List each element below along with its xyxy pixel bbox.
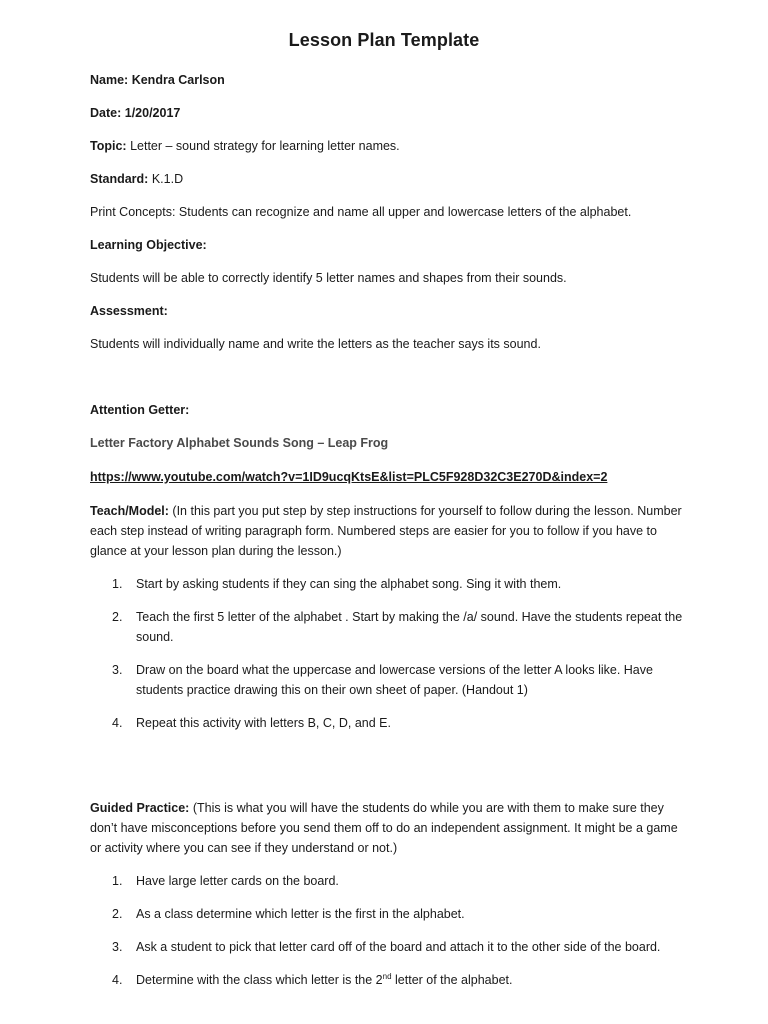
assessment-label: Assessment: [90, 304, 168, 318]
topic-line [90, 136, 690, 156]
ordinal-suffix: nd [382, 971, 392, 981]
guided-step-4 [112, 970, 692, 990]
step-number: 2. [112, 610, 123, 624]
guided-step-1 [112, 871, 692, 891]
song-title: Letter Factory Alphabet Sounds Song – Leap Frog [90, 436, 389, 450]
step-text: Repeat this activity with letters B, C, D, and E. [136, 716, 391, 730]
step-text: As a class determine which letter is the first in the alphabet. [136, 907, 465, 921]
teach-model-label: Teach/Model: [90, 504, 169, 518]
attention-getter-label: Attention Getter: [90, 403, 190, 417]
teach-model-text: (In this part you put step by step instructions for yourself to follow during the lesson. Number each step instead of writing paragraph form. Numbered steps are easier for you to follow if you have to glance at your lesson plan during the lesson.) [90, 504, 682, 558]
step-number: 1. [112, 577, 123, 591]
guided-step-3 [112, 937, 692, 957]
date-line [90, 103, 690, 123]
guided-practice-text: (This is what you will have the students do while you are with them to make sure they don’t have misconceptions before you send them off to do an independent assignment. It might be a game or activity where you can see if they understand or not.) [90, 801, 678, 855]
name-value: Kendra Carlson [131, 73, 225, 87]
guided-practice-paragraph [90, 798, 690, 858]
date-value: 1/20/2017 [124, 106, 181, 120]
name-label: Name: [90, 73, 129, 87]
step-number: 3. [112, 663, 123, 677]
page-title: Lesson Plan Template [288, 30, 480, 50]
guided-practice-label: Guided Practice: [90, 801, 190, 815]
name-line [90, 70, 690, 90]
topic-label: Topic: [90, 139, 127, 153]
step-number: 4. [112, 973, 123, 987]
step-text-pre: Determine with the class which letter is the 2 [136, 973, 383, 987]
step-text: Have large letter cards on the board. [136, 874, 339, 888]
step-text: Start by asking students if they can sing the alphabet song. Sing it with them. [136, 577, 562, 591]
teach-step-2 [112, 607, 692, 647]
standard-label: Standard: [90, 172, 149, 186]
step-number: 2. [112, 907, 123, 921]
teach-step-1 [112, 574, 692, 594]
step-text: Ask a student to pick that letter card off of the board and attach it to the other side of the board. [136, 940, 661, 954]
topic-value: Letter – sound strategy for learning letter names. [130, 139, 400, 153]
print-concepts-text: Print Concepts: Students can recognize and name all upper and lowercase letters of the alphabet. [90, 205, 632, 219]
teach-model-paragraph [90, 501, 690, 561]
step-number: 4. [112, 716, 123, 730]
standard-value: K.1.D [151, 172, 184, 186]
standard-line [90, 169, 690, 189]
assessment-text: Students will individually name and write the letters as the teacher says its sound. [90, 337, 541, 351]
step-text [136, 970, 692, 990]
step-number: 1. [112, 874, 123, 888]
objective-text: Students will be able to correctly identify 5 letter names and shapes from their sounds. [90, 271, 567, 285]
date-label: Date: [90, 106, 122, 120]
song-link[interactable]: https://www.youtube.com/watch?v=1ID9ucqKtsE&list=PLC5F928D32C3E270D&index=2 [90, 470, 608, 484]
step-text-post: letter of the alphabet. [391, 973, 513, 987]
step-text: Draw on the board what the uppercase and lowercase versions of the letter A looks like. Have students practice drawing this on their own sheet of paper. (Handout 1) [136, 663, 653, 697]
objective-label: Learning Objective: [90, 238, 207, 252]
step-text: Teach the first 5 letter of the alphabet . Start by making the /a/ sound. Have the students repeat the sound. [136, 610, 683, 644]
teach-step-3 [112, 660, 692, 700]
guided-step-2 [112, 904, 692, 924]
step-number: 3. [112, 940, 123, 954]
teach-step-4 [112, 713, 692, 733]
